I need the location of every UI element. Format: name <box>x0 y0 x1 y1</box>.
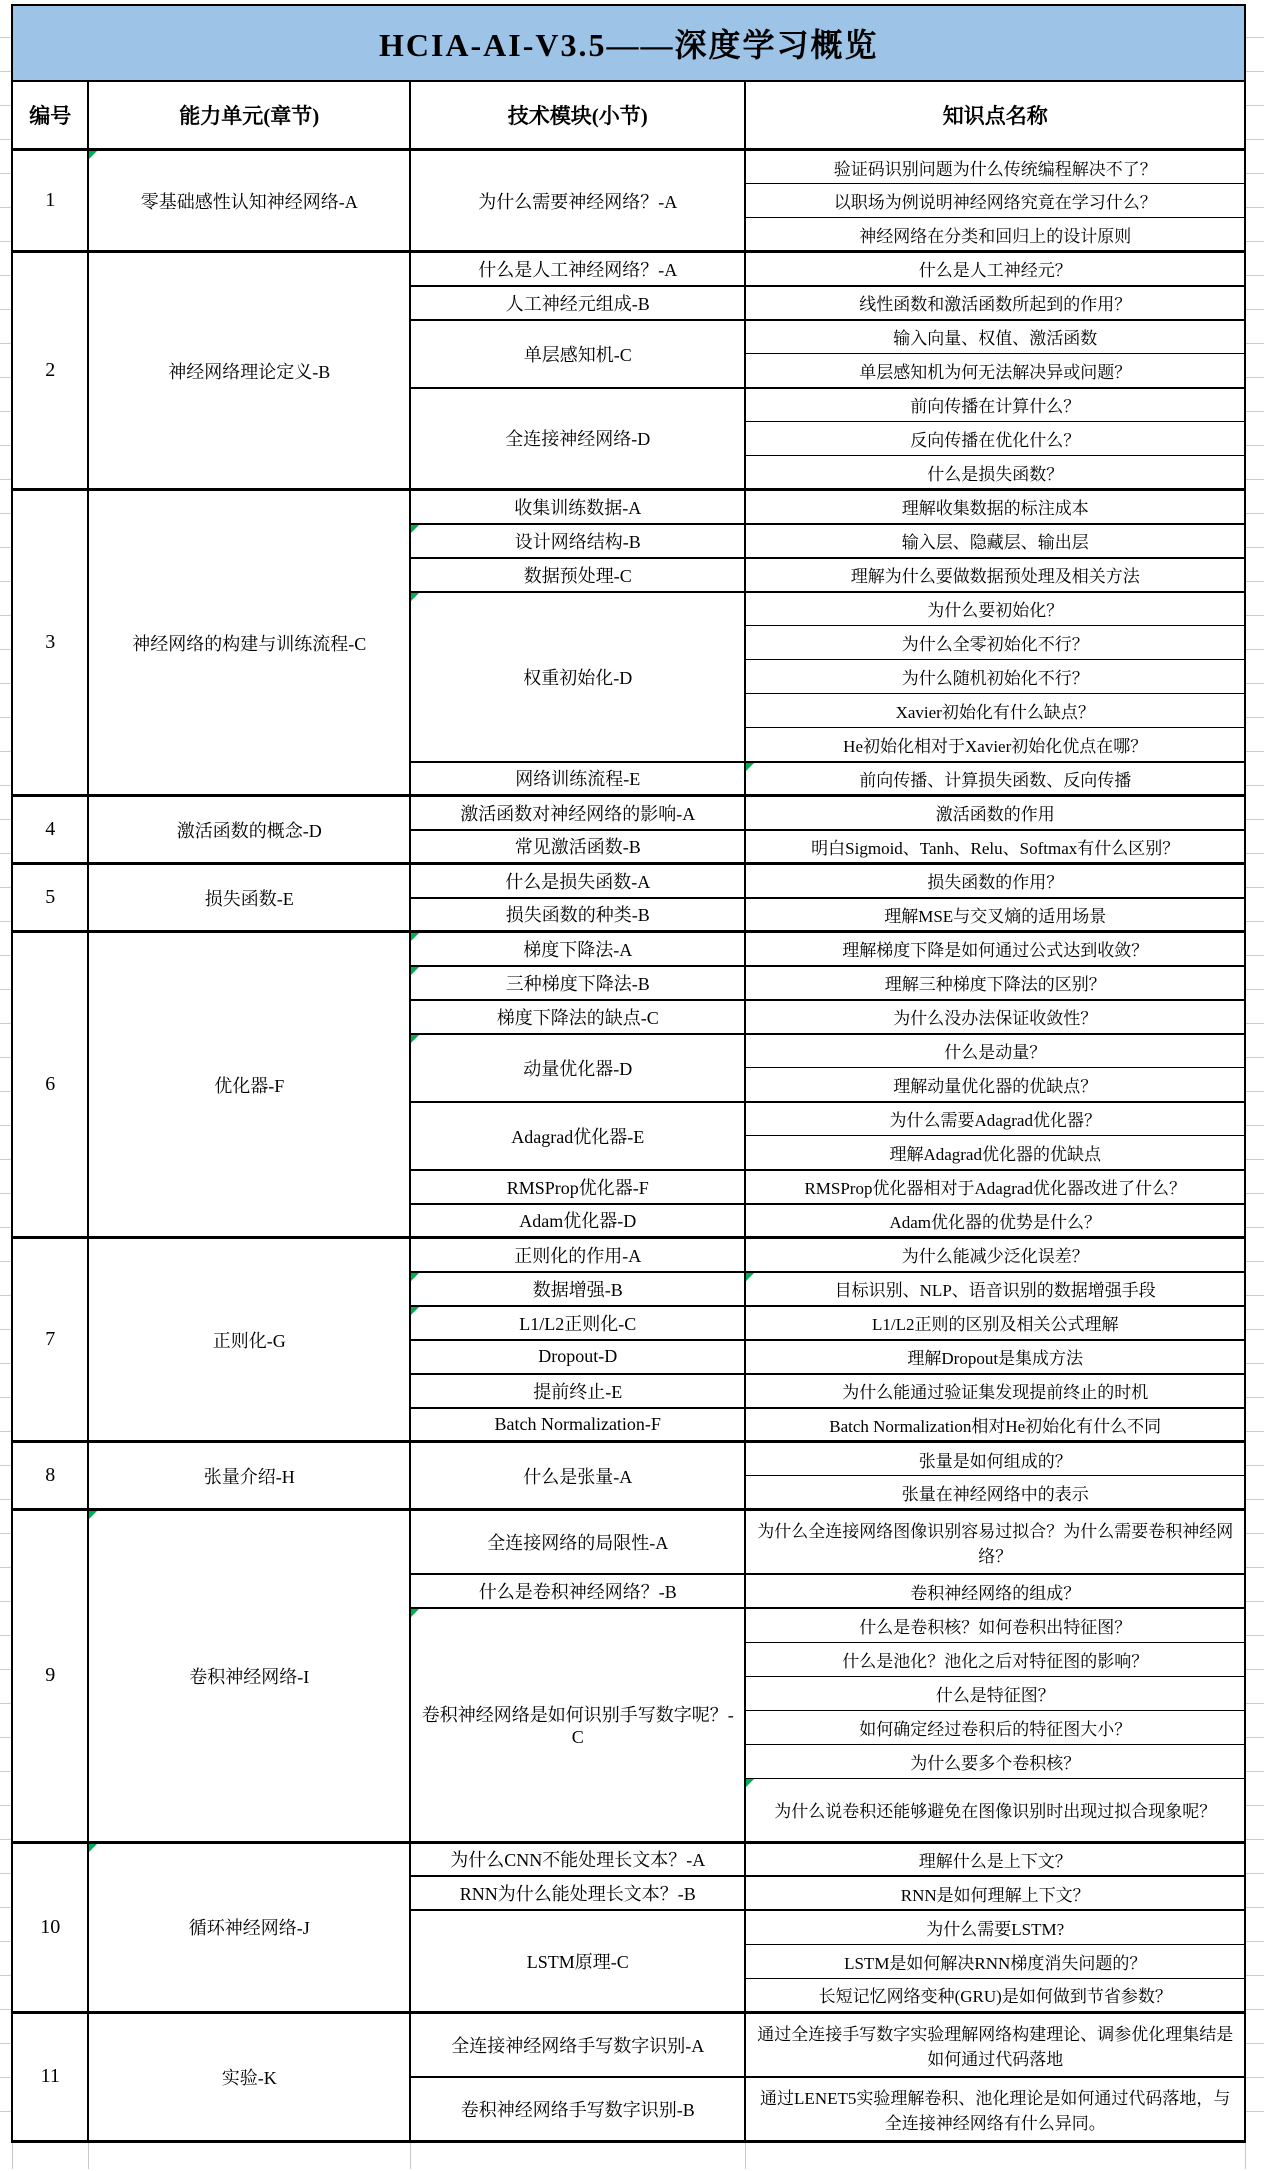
point-cell[interactable]: 损失函数的作用？ <box>745 864 1245 898</box>
point-cell[interactable]: 为什么全连接网络图像识别容易过拟合？为什么需要卷积神经网络？ <box>745 1510 1245 1575</box>
point-cell[interactable]: 理解Adagrad优化器的优缺点 <box>745 1136 1245 1170</box>
chapter-number-cell[interactable]: 1 <box>12 150 88 252</box>
table-row <box>12 1442 1245 1476</box>
course-overview-table <box>11 4 1246 2143</box>
table-row <box>12 150 1245 184</box>
gridline <box>410 2143 411 2169</box>
sheet-right-gridline-gutter <box>1246 4 1264 2143</box>
table-row <box>12 1842 1245 1876</box>
module-cell[interactable]: 什么是损失函数-A <box>410 864 745 898</box>
unit-cell[interactable]: 张量介绍-H <box>88 1442 410 1510</box>
module-cell[interactable]: 什么是卷积神经网络？-B <box>410 1574 745 1608</box>
point-cell[interactable]: 张量在神经网络中的表示 <box>745 1476 1245 1510</box>
module-cell[interactable]: 人工神经元组成-B <box>410 286 745 320</box>
point-cell[interactable]: 理解动量优化器的优缺点？ <box>745 1068 1245 1102</box>
point-cell[interactable]: 什么是损失函数？ <box>745 456 1245 490</box>
sheet-left-gridline-gutter <box>0 4 11 2143</box>
comment-flag-icon <box>411 525 419 533</box>
unit-cell[interactable]: 实验-K <box>88 2012 410 2141</box>
chapter-number-cell[interactable]: 2 <box>12 252 88 490</box>
header-cell-knowledge[interactable]: 知识点名称 <box>745 81 1245 150</box>
module-cell[interactable]: 提前终止-E <box>410 1374 745 1408</box>
module-cell[interactable]: LSTM原理-C <box>410 1910 745 2012</box>
header-cell-unit[interactable]: 能力单元(章节) <box>88 81 410 150</box>
module-cell[interactable]: Adam优化器-D <box>410 1204 745 1238</box>
chapter-number-cell[interactable]: 3 <box>12 490 88 796</box>
gridline <box>12 2143 13 2169</box>
unit-cell[interactable]: 循环神经网络-J <box>88 1842 410 2012</box>
comment-flag-icon <box>746 1273 754 1281</box>
point-cell[interactable]: 理解为什么要做数据预处理及相关方法 <box>745 558 1245 592</box>
module-cell[interactable]: 数据增强-B <box>410 1272 745 1306</box>
point-cell[interactable]: RNN是如何理解上下文？ <box>745 1876 1245 1910</box>
point-cell[interactable]: 什么是特征图？ <box>745 1676 1245 1710</box>
comment-flag-icon <box>411 593 419 601</box>
comment-flag-icon <box>411 1273 419 1281</box>
module-cell[interactable]: 三种梯度下降法-B <box>410 966 745 1000</box>
point-cell[interactable]: 单层感知机为何无法解决异或问题？ <box>745 354 1245 388</box>
header-cell-module[interactable]: 技术模块(小节) <box>410 81 745 150</box>
module-cell[interactable]: 数据预处理-C <box>410 558 745 592</box>
point-cell[interactable]: 长短记忆网络变种(GRU)是如何做到节省参数？ <box>745 1978 1245 2012</box>
point-cell[interactable]: He初始化相对于Xavier初始化优点在哪？ <box>745 728 1245 762</box>
point-cell[interactable]: 理解梯度下降是如何通过公式达到收敛？ <box>745 932 1245 966</box>
course-table-body <box>12 150 1245 2142</box>
point-cell[interactable]: 为什么说卷积还能够避免在图像识别时出现过拟合现象呢？ <box>745 1778 1245 1842</box>
module-cell[interactable]: 常见激活函数-B <box>410 830 745 864</box>
point-cell[interactable]: 输入向量、权值、激活函数 <box>745 320 1245 354</box>
point-cell[interactable]: 反向传播在优化什么？ <box>745 422 1245 456</box>
chapter-number-cell[interactable]: 9 <box>12 1510 88 1843</box>
module-cell[interactable]: 什么是人工神经网络？-A <box>410 252 745 286</box>
point-cell[interactable]: 为什么需要Adagrad优化器？ <box>745 1102 1245 1136</box>
unit-cell[interactable]: 卷积神经网络-I <box>88 1510 410 1843</box>
gridline <box>88 2143 89 2169</box>
module-cell[interactable]: 动量优化器-D <box>410 1034 745 1102</box>
point-cell[interactable]: Adam优化器的优势是什么？ <box>745 1204 1245 1238</box>
point-cell[interactable]: 为什么要多个卷积核？ <box>745 1744 1245 1778</box>
unit-cell[interactable]: 优化器-F <box>88 932 410 1238</box>
unit-cell[interactable]: 神经网络理论定义-B <box>88 252 410 490</box>
point-cell[interactable]: 通过全连接手写数字实验理解网络构建理论、调参优化理集结是如何通过代码落地 <box>745 2012 1245 2077</box>
point-cell[interactable]: 什么是池化？池化之后对特征图的影响？ <box>745 1642 1245 1676</box>
unit-cell[interactable]: 损失函数-E <box>88 864 410 932</box>
chapter-number-cell[interactable]: 4 <box>12 796 88 864</box>
table-row <box>12 864 1245 898</box>
table-row <box>12 490 1245 524</box>
module-cell[interactable]: 全连接网络的局限性-A <box>410 1510 745 1575</box>
point-cell[interactable]: 理解三种梯度下降法的区别？ <box>745 966 1245 1000</box>
point-cell[interactable]: 前向传播在计算什么？ <box>745 388 1245 422</box>
header-cell-number[interactable]: 编号 <box>12 81 88 150</box>
module-cell[interactable]: Adagrad优化器-E <box>410 1102 745 1170</box>
module-cell[interactable]: 全连接神经网络手写数字识别-A <box>410 2012 745 2077</box>
module-cell[interactable]: 损失函数的种类-B <box>410 898 745 932</box>
comment-flag-icon <box>411 967 419 975</box>
module-cell[interactable]: RNN为什么能处理长文本？-B <box>410 1876 745 1910</box>
point-cell[interactable]: 以职场为例说明神经网络究竟在学习什么？ <box>745 184 1245 218</box>
sheet-title-cell[interactable]: HCIA-AI-V3.5——深度学习概览 <box>12 5 1245 81</box>
module-cell[interactable]: Dropout-D <box>410 1340 745 1374</box>
point-cell[interactable]: 为什么要初始化？ <box>745 592 1245 626</box>
module-cell[interactable]: 权重初始化-D <box>410 592 745 762</box>
table-row <box>12 1238 1245 1272</box>
module-cell[interactable]: L1/L2正则化-C <box>410 1306 745 1340</box>
point-cell[interactable]: 明白Sigmoid、Tanh、Relu、Softmax有什么区别？ <box>745 830 1245 864</box>
module-cell[interactable]: 收集训练数据-A <box>410 490 745 524</box>
point-cell[interactable]: 神经网络在分类和回归上的设计原则 <box>745 218 1245 252</box>
chapter-number-cell[interactable]: 8 <box>12 1442 88 1510</box>
comment-flag-icon <box>89 151 97 159</box>
chapter-number-cell[interactable]: 5 <box>12 864 88 932</box>
point-cell[interactable]: 为什么没办法保证收敛性？ <box>745 1000 1245 1034</box>
point-cell[interactable]: 为什么需要LSTM? <box>745 1910 1245 1944</box>
chapter-number-cell[interactable]: 11 <box>12 2012 88 2141</box>
module-cell[interactable]: 为什么需要神经网络？-A <box>410 150 745 252</box>
header-row <box>12 81 1245 150</box>
module-cell[interactable]: 正则化的作用-A <box>410 1238 745 1272</box>
comment-flag-icon <box>411 1307 419 1315</box>
point-cell[interactable]: 为什么能减少泛化误差？ <box>745 1238 1245 1272</box>
point-cell[interactable]: 张量是如何组成的？ <box>745 1442 1245 1476</box>
module-cell[interactable]: 为什么CNN不能处理长文本？-A <box>410 1842 745 1876</box>
comment-flag-icon <box>89 1511 97 1519</box>
module-cell[interactable]: 网络训练流程-E <box>410 762 745 796</box>
point-cell[interactable]: 目标识别、NLP、语音识别的数据增强手段 <box>745 1272 1245 1306</box>
point-cell[interactable]: 为什么随机初始化不行？ <box>745 660 1245 694</box>
unit-cell[interactable]: 激活函数的概念-D <box>88 796 410 864</box>
point-cell[interactable]: 理解MSE与交叉熵的适用场景 <box>745 898 1245 932</box>
point-cell[interactable]: 理解收集数据的标注成本 <box>745 490 1245 524</box>
module-cell[interactable]: 全连接神经网络-D <box>410 388 745 490</box>
point-cell[interactable]: L1/L2正则的区别及相关公式理解 <box>745 1306 1245 1340</box>
point-cell[interactable]: 激活函数的作用 <box>745 796 1245 830</box>
point-cell[interactable]: Batch Normalization相对He初始化有什么不同 <box>745 1408 1245 1442</box>
point-cell[interactable]: 为什么全零初始化不行？ <box>745 626 1245 660</box>
module-cell[interactable]: 设计网络结构-B <box>410 524 745 558</box>
chapter-number-cell[interactable]: 6 <box>12 932 88 1238</box>
unit-cell[interactable]: 正则化-G <box>88 1238 410 1442</box>
point-cell[interactable]: LSTM是如何解决RNN梯度消失问题的？ <box>745 1944 1245 1978</box>
comment-flag-icon <box>411 1609 419 1617</box>
table-row <box>12 796 1245 830</box>
chapter-number-cell[interactable]: 10 <box>12 1842 88 2012</box>
table-row <box>12 1510 1245 1575</box>
comment-flag-icon <box>411 933 419 941</box>
comment-flag-icon <box>411 1035 419 1043</box>
comment-flag-icon <box>89 1844 97 1852</box>
point-cell[interactable]: RMSProp优化器相对于Adagrad优化器改进了什么？ <box>745 1170 1245 1204</box>
point-cell[interactable]: 理解什么是上下文？ <box>745 1842 1245 1876</box>
module-cell[interactable]: 卷积神经网络是如何识别手写数字呢？-C <box>410 1608 745 1842</box>
module-cell[interactable]: 卷积神经网络手写数字识别-B <box>410 2077 745 2142</box>
unit-cell[interactable]: 零基础感性认知神经网络-A <box>88 150 410 252</box>
module-cell[interactable]: 什么是张量-A <box>410 1442 745 1510</box>
unit-cell[interactable]: 神经网络的构建与训练流程-C <box>88 490 410 796</box>
comment-flag-icon <box>746 1779 754 1787</box>
gridline <box>1245 2143 1246 2169</box>
comment-flag-icon <box>746 763 754 771</box>
point-cell[interactable]: 前向传播、计算损失函数、反向传播 <box>745 762 1245 796</box>
module-cell[interactable]: Batch Normalization-F <box>410 1408 745 1442</box>
module-cell[interactable]: RMSProp优化器-F <box>410 1170 745 1204</box>
point-cell[interactable]: 什么是动量？ <box>745 1034 1245 1068</box>
module-cell[interactable]: 单层感知机-C <box>410 320 745 388</box>
module-cell[interactable]: 梯度下降法的缺点-C <box>410 1000 745 1034</box>
point-cell[interactable]: Xavier初始化有什么缺点？ <box>745 694 1245 728</box>
point-cell[interactable]: 理解Dropout是集成方法 <box>745 1340 1245 1374</box>
module-cell[interactable]: 梯度下降法-A <box>410 932 745 966</box>
point-cell[interactable]: 如何确定经过卷积后的特征图大小？ <box>745 1710 1245 1744</box>
point-cell[interactable]: 线性函数和激活函数所起到的作用？ <box>745 286 1245 320</box>
table-row <box>12 932 1245 966</box>
sheet-bottom-gridline-gutter <box>0 2143 1264 2171</box>
point-cell[interactable]: 什么是人工神经元？ <box>745 252 1245 286</box>
gridline <box>745 2143 746 2169</box>
point-cell[interactable]: 通过LENET5实验理解卷积、池化理论是如何通过代码落地，与全连接神经网络有什么异同。 <box>745 2077 1245 2142</box>
point-cell[interactable]: 什么是卷积核？如何卷积出特征图？ <box>745 1608 1245 1642</box>
point-cell[interactable]: 输入层、隐藏层、输出层 <box>745 524 1245 558</box>
point-cell[interactable]: 卷积神经网络的组成？ <box>745 1574 1245 1608</box>
module-cell[interactable]: 激活函数对神经网络的影响-A <box>410 796 745 830</box>
table-row <box>12 252 1245 286</box>
point-cell[interactable]: 验证码识别问题为什么传统编程解决不了？ <box>745 150 1245 184</box>
chapter-number-cell[interactable]: 7 <box>12 1238 88 1442</box>
table-row <box>12 2012 1245 2077</box>
point-cell[interactable]: 为什么能通过验证集发现提前终止的时机 <box>745 1374 1245 1408</box>
